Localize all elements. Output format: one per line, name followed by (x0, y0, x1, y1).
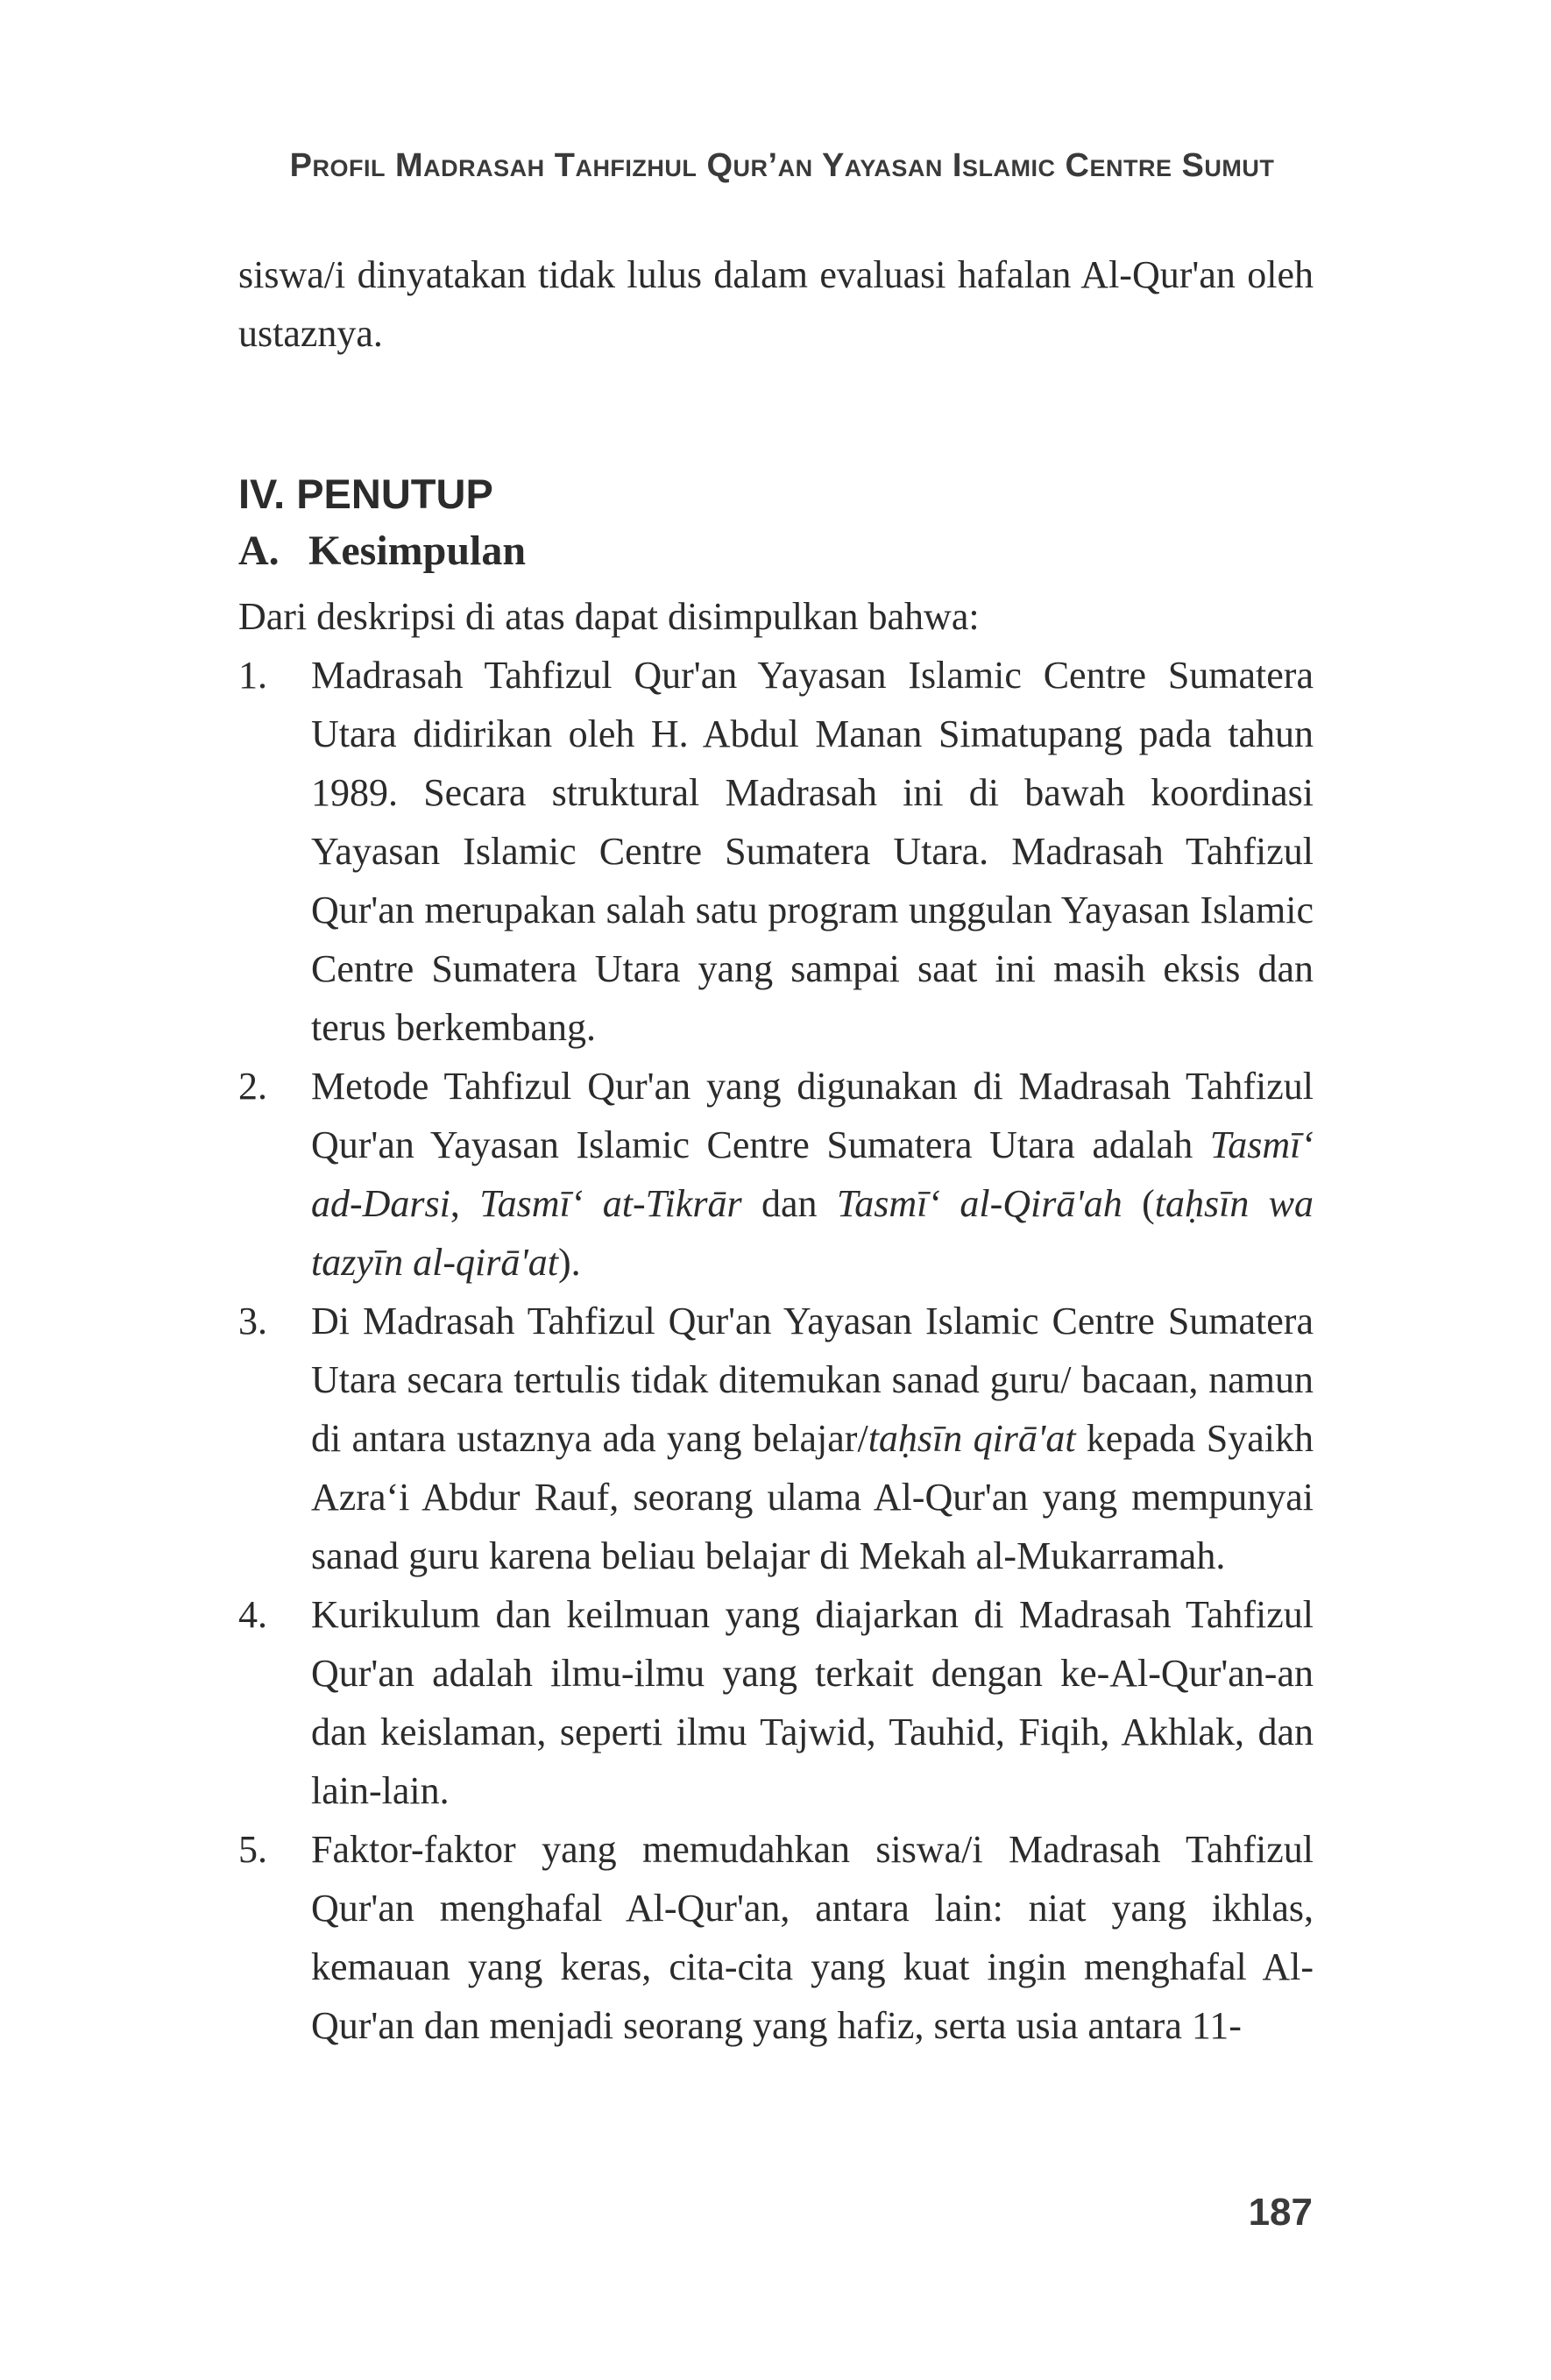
italic-term: Tasmī‘ at-Tikrār (479, 1182, 742, 1225)
text-run: dan (741, 1182, 837, 1225)
text-run: kepada Syaikh Azra‘i Abdur Rauf, seorang ulama Al-Qur'an yang mempunyai sanad guru karena beliau belajar di Mekah al-Mukarramah. (311, 1417, 1314, 1577)
text-run: ( (1122, 1182, 1155, 1225)
item-number: 5. (238, 1828, 267, 1871)
item-text (311, 1057, 1314, 1292)
conclusion-list (238, 646, 1314, 2055)
item-number: 2. (238, 1065, 267, 1108)
list-item (238, 646, 1314, 1057)
text-run: , (450, 1182, 480, 1225)
item-text: Madrasah Tahfizul Qur'an Yayasan Islamic Centre Sumatera Utara didirikan oleh H. Abdul Manan Simatupang pada tahun 1989. Secara struktural Madrasah ini di bawah koordinasi Yayasan Islamic Centre Sumatera Utara. Madrasah Tahfizul Qur'an merupakan salah satu program unggulan Yayasan Islamic Centre Sumatera Utara yang sampai saat ini masih eksis dan terus berkembang. (311, 654, 1314, 1049)
italic-term: taḥsīn wa tazyīn al-qirā'at (311, 1182, 1314, 1284)
item-number: 3. (238, 1300, 267, 1342)
section-heading: IV. PENUTUP (238, 471, 493, 517)
list-item (238, 1820, 1314, 2055)
running-header: Profil Madrasah Tahfizhul Qur’an Yayasan Islamic Centre Sumut (289, 147, 1275, 184)
list-item (238, 1292, 1314, 1585)
italic-term: Tasmī‘ al-Qirā'ah (836, 1182, 1123, 1225)
italic-term: taḥsīn qirā'at (868, 1417, 1076, 1460)
text-run: Di Madrasah Tahfizul Qur'an Yayasan Islamic Centre Sumatera Utara secara tertulis tidak ditemukan sanad guru/ bacaan, namun di antara ustaznya ada yang belajar/ (311, 1300, 1314, 1460)
item-text (311, 1292, 1314, 1585)
text-run: ). (557, 1241, 581, 1284)
item-text: Kurikulum dan keilmuan yang diajarkan di Madrasah Tahfizul Qur'an adalah ilmu-ilmu yang terkait dengan ke-Al-Qur'an-an dan keislaman, seperti ilmu Tajwid, Tauhid, Fiqih, Akhlak, dan lain-lain. (311, 1593, 1314, 1812)
page-number: 187 (1248, 2191, 1313, 2234)
subsection-title: Kesimpulan (308, 528, 527, 574)
page-content (238, 245, 1314, 2047)
italic-term: Tasmī‘ ad-Darsi (311, 1123, 1314, 1225)
subsection-letter: A. (238, 528, 280, 574)
continued-paragraph: siswa/i dinyatakan tidak lulus dalam evaluasi hafalan Al-Qur'an oleh ustaznya. (238, 253, 1314, 355)
item-text: Faktor-faktor yang memudahkan siswa/i Madrasah Tahfizul Qur'an menghafal Al-Qur'an, antara lain: niat yang ikhlas, kemauan yang keras, cita-cita yang kuat ingin menghafal Al-Qur'an dan menjadi seorang yang hafiz, serta usia antara 11- (311, 1828, 1314, 2047)
list-item (238, 1585, 1314, 1820)
subsection-heading (238, 524, 526, 578)
list-item (238, 1057, 1314, 1292)
item-number: 1. (238, 654, 267, 697)
intro-sentence: Dari deskripsi di atas dapat disimpulkan bahwa: (238, 595, 980, 638)
item-number: 4. (238, 1593, 267, 1636)
text-run: Metode Tahfizul Qur'an yang digunakan di Madrasah Tahfizul Qur'an Yayasan Islamic Centre Sumatera Utara adalah (311, 1065, 1314, 1166)
